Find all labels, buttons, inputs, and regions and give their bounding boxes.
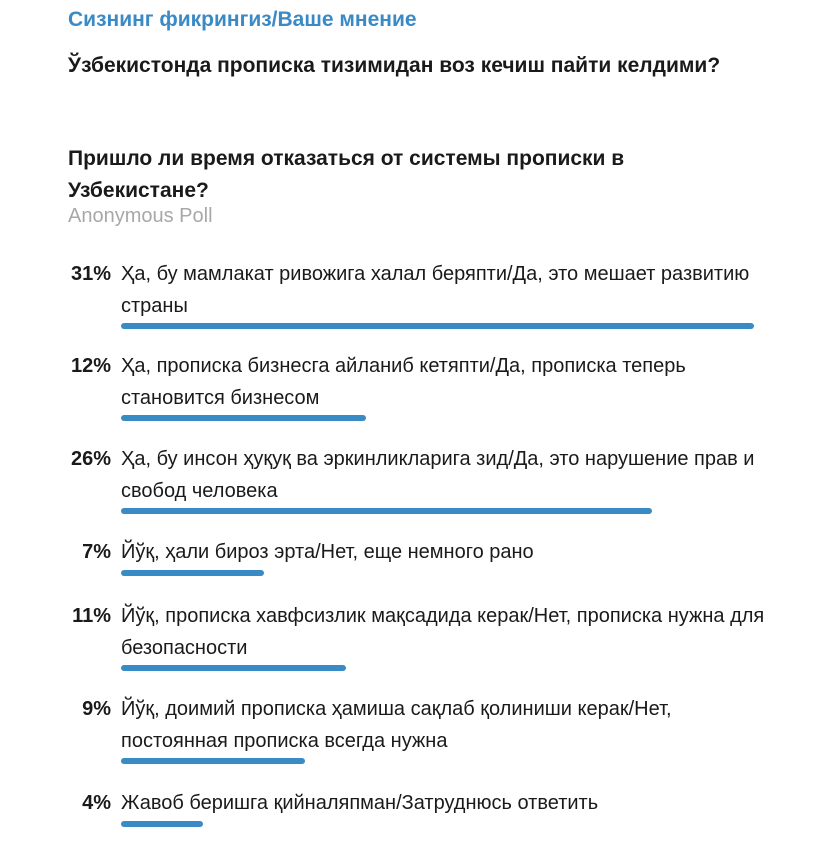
option-result-bar bbox=[121, 415, 366, 421]
option-result-bar bbox=[121, 665, 346, 671]
option-text: Ҳа, бу мамлакат ривожига халал беряпти/Да, это мешает развитию страны bbox=[121, 263, 750, 317]
option-percent: 31% bbox=[70, 263, 111, 285]
option-percent: 26% bbox=[70, 448, 111, 470]
option-text: Жавоб беришга қийналяпман/Затруднюсь ответить bbox=[121, 792, 599, 814]
option-percent: 4% bbox=[82, 792, 111, 814]
option-result-bar bbox=[121, 821, 203, 827]
channel-title[interactable]: Сизнинг фикрингиз/Ваше мнение bbox=[68, 8, 417, 31]
option-text: Ҳа, прописка бизнесга айланиб кетяпти/Да, прописка теперь становится бизнесом bbox=[121, 355, 686, 409]
option-text: Йўқ, прописка хавфсизлик мақсадида керак/Нет, прописка нужна для безопасности bbox=[121, 605, 765, 659]
option-percent: 7% bbox=[82, 541, 111, 563]
option-percent: 12% bbox=[70, 355, 111, 377]
option-text: Йўқ, ҳали бироз эрта/Нет, еще немного рано bbox=[121, 541, 534, 563]
option-result-bar bbox=[121, 570, 264, 576]
option-percent: 9% bbox=[82, 698, 111, 720]
poll-type-label: Anonymous Poll bbox=[68, 205, 213, 227]
poll-question-uz: Ўзбекистонда прописка тизимидан воз кечиш пайти келдими? bbox=[68, 54, 721, 77]
option-result-bar bbox=[121, 508, 652, 514]
option-result-bar bbox=[121, 758, 305, 764]
option-percent: 11% bbox=[72, 605, 111, 627]
option-text: Йўқ, доимий прописка ҳамиша сақлаб қолиниши керак/Нет, постоянная прописка всегда нужна bbox=[121, 698, 672, 752]
poll-question-ru: Пришло ли время отказаться от системы прописки в Узбекистане? bbox=[68, 147, 625, 202]
option-text: Ҳа, бу инсон ҳуқуқ ва эркинликларига зид/Да, это нарушение прав и свобод человека bbox=[121, 448, 755, 502]
option-result-bar bbox=[121, 323, 754, 329]
